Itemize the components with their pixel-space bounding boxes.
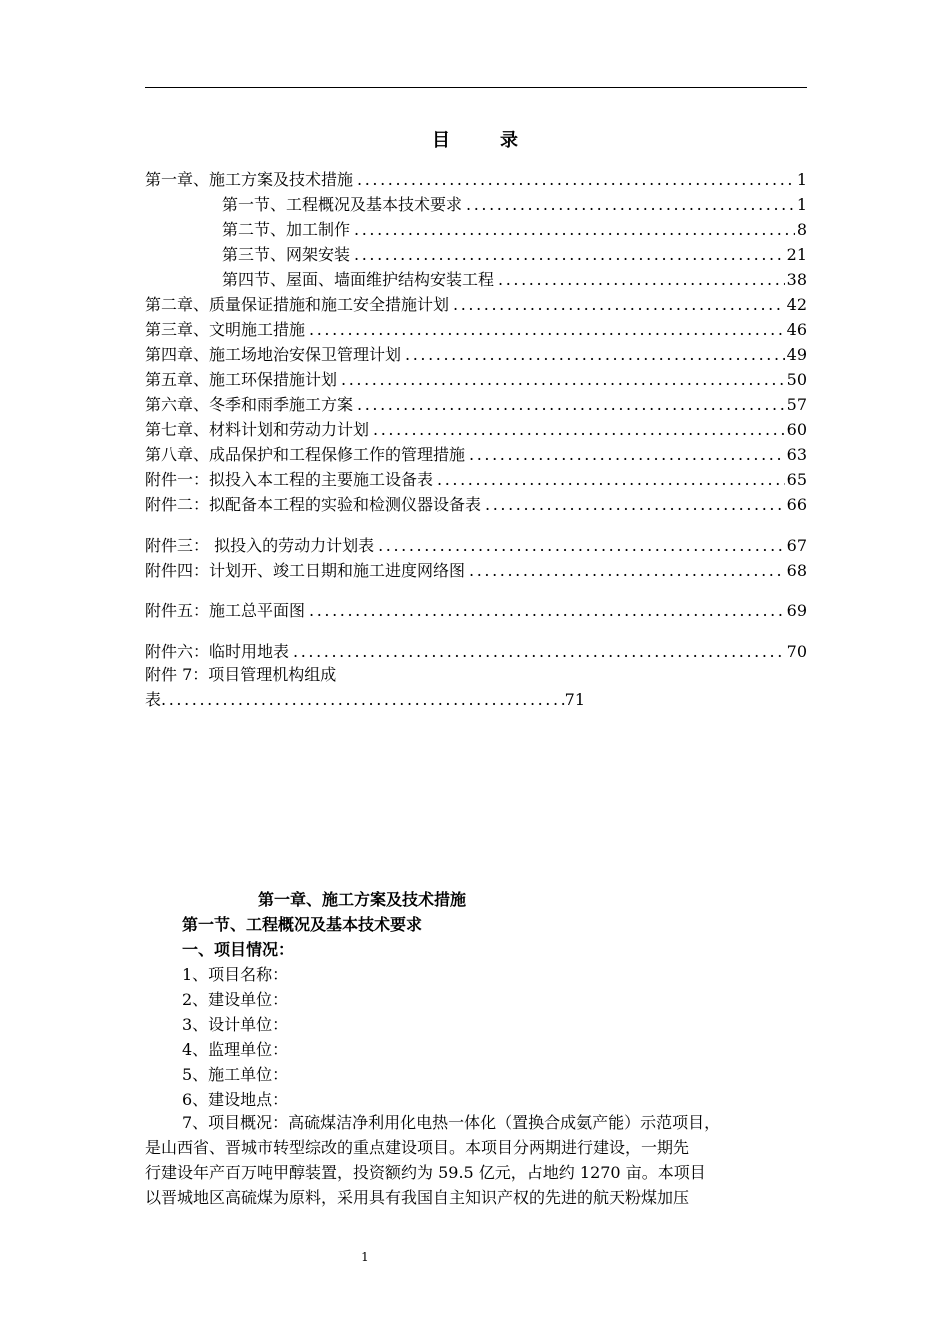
toc-entry-page: 1 — [796, 195, 807, 214]
project-overview — [145, 1110, 807, 1210]
toc-entry-page: 38 — [786, 270, 807, 289]
toc-leader-dots — [353, 393, 785, 417]
toc-title — [0, 126, 950, 152]
toc-entry-page: 21 — [786, 245, 807, 264]
toc-entry-text: 第三节、网架安装 — [222, 245, 351, 264]
toc-entry-annex7-line1: 附件 7：项目管理机构组成 — [145, 665, 337, 684]
toc-leader-dots — [353, 168, 795, 192]
toc-entry[interactable] — [145, 293, 807, 317]
toc-entry-page: 65 — [786, 470, 807, 489]
toc-entry[interactable] — [222, 193, 807, 217]
toc-entry-text: 第三章、文明施工措施 — [145, 320, 306, 339]
toc-entry[interactable] — [145, 493, 807, 517]
overview-line: 是山西省、晋城市转型综改的重点建设项目。本项目分两期进行建设，一期先 — [145, 1138, 690, 1157]
toc-entry-page: 70 — [786, 642, 807, 661]
toc-entry-page: 60 — [786, 420, 807, 439]
project-item: 1、项目名称： — [182, 965, 289, 984]
header-rule — [145, 87, 807, 88]
toc-leader-dots — [350, 243, 785, 267]
toc-entry-page: 71 — [564, 690, 585, 709]
toc-leader-dots — [465, 559, 785, 583]
toc-entry[interactable] — [222, 268, 807, 292]
toc-entry-text: 第四章、施工场地治安保卫管理计划 — [145, 345, 402, 364]
toc-leader-dots — [465, 443, 785, 467]
toc-leader-dots — [433, 468, 785, 492]
toc-entry-text: 第二章、质量保证措施和施工安全措施计划 — [145, 295, 450, 314]
toc-entry-text: 表 — [145, 690, 162, 709]
page-number: 1 — [361, 1250, 369, 1264]
toc-entry[interactable] — [145, 368, 807, 392]
subsection-heading: 一、项目情况： — [182, 940, 295, 959]
chapter-heading: 第一章、施工方案及技术措施 — [258, 890, 467, 909]
toc-entry[interactable] — [145, 418, 807, 442]
toc-leader-dots — [305, 318, 785, 342]
toc-entry[interactable] — [145, 343, 807, 367]
toc-leader-dots — [161, 688, 565, 712]
toc-entry-text: 附件五：施工总平面图 — [145, 601, 306, 620]
project-item: 4、监理单位： — [182, 1040, 289, 1059]
toc-leader-dots — [494, 268, 785, 292]
toc-entry-page: 67 — [786, 536, 807, 555]
toc-entry[interactable] — [222, 218, 807, 242]
toc-entry[interactable] — [145, 640, 807, 664]
toc-title-left: 目 — [432, 130, 450, 151]
toc-leader-dots — [481, 493, 785, 517]
overview-line: 以晋城地区高硫煤为原料，采用具有我国自主知识产权的先进的航天粉煤加压 — [145, 1188, 690, 1207]
toc-entry-text: 第七章、材料计划和劳动力计划 — [145, 420, 370, 439]
toc-entry-page: 69 — [786, 601, 807, 620]
overview-line: 7、项目概况：高硫煤洁净利用化电热一体化（置换合成氨产能）示范项目， — [182, 1113, 721, 1132]
toc-entry-text: 附件六：临时用地表 — [145, 642, 290, 661]
toc-entry-text: 附件二：拟配备本工程的实验和检测仪器设备表 — [145, 495, 482, 514]
toc-entry[interactable] — [145, 599, 807, 623]
toc-entry-text: 第一章、施工方案及技术措施 — [145, 170, 354, 189]
toc-entry-page: 50 — [786, 370, 807, 389]
toc-entry-page: 63 — [786, 445, 807, 464]
toc-entry-text: 附件一：拟投入本工程的主要施工设备表 — [145, 470, 434, 489]
toc-entry[interactable] — [222, 243, 807, 267]
toc-leader-dots — [350, 218, 795, 242]
toc-entry-page: 57 — [786, 395, 807, 414]
toc-leader-dots — [305, 599, 785, 623]
project-item: 5、施工单位： — [182, 1065, 289, 1084]
toc-leader-dots — [369, 418, 785, 442]
toc-entry[interactable] — [145, 393, 807, 417]
toc-entry-text: 附件四：计划开、竣工日期和施工进度网络图 — [145, 561, 466, 580]
toc-entry[interactable] — [145, 559, 807, 583]
toc-entry-page: 46 — [786, 320, 807, 339]
toc-entry-page: 68 — [786, 561, 807, 580]
toc-title-right: 录 — [500, 130, 518, 151]
toc-leader-dots — [374, 534, 785, 558]
toc-entry-text: 附件三： 拟投入的劳动力计划表 — [145, 536, 375, 555]
toc-entry-text: 第六章、冬季和雨季施工方案 — [145, 395, 354, 414]
toc-entry-page: 8 — [796, 220, 807, 239]
section-heading: 第一节、工程概况及基本技术要求 — [182, 915, 423, 934]
toc-leader-dots — [449, 293, 785, 317]
toc-entry-page: 1 — [796, 170, 807, 189]
toc-leader-dots — [289, 640, 785, 664]
toc-entry-page: 49 — [786, 345, 807, 364]
toc-entry[interactable] — [145, 168, 807, 192]
toc-entry-page: 42 — [786, 295, 807, 314]
toc-entry[interactable] — [145, 468, 807, 492]
toc-leader-dots — [337, 368, 785, 392]
overview-line: 行建设年产百万吨甲醇装置，投资额约为 59.5 亿元，占地约 1270 亩。本项目 — [145, 1163, 706, 1182]
toc-entry-text: 第二节、加工制作 — [222, 220, 351, 239]
toc-leader-dots — [462, 193, 795, 217]
project-item: 6、建设地点： — [182, 1090, 289, 1109]
toc-entry-text: 第五章、施工环保措施计划 — [145, 370, 338, 389]
toc-leader-dots — [401, 343, 785, 367]
toc-entry[interactable] — [145, 443, 807, 467]
toc-entry[interactable] — [145, 534, 807, 558]
toc-entry-text: 第四节、屋面、墙面维护结构安装工程 — [222, 270, 495, 289]
toc-entry[interactable] — [145, 318, 807, 342]
project-item: 2、建设单位： — [182, 990, 289, 1009]
toc-entry-text: 第八章、成品保护和工程保修工作的管理措施 — [145, 445, 466, 464]
toc-entry-page: 66 — [786, 495, 807, 514]
toc-entry-annex7-line2[interactable] — [145, 688, 585, 712]
project-item: 3、设计单位： — [182, 1015, 289, 1034]
toc-entry-text: 第一节、工程概况及基本技术要求 — [222, 195, 463, 214]
